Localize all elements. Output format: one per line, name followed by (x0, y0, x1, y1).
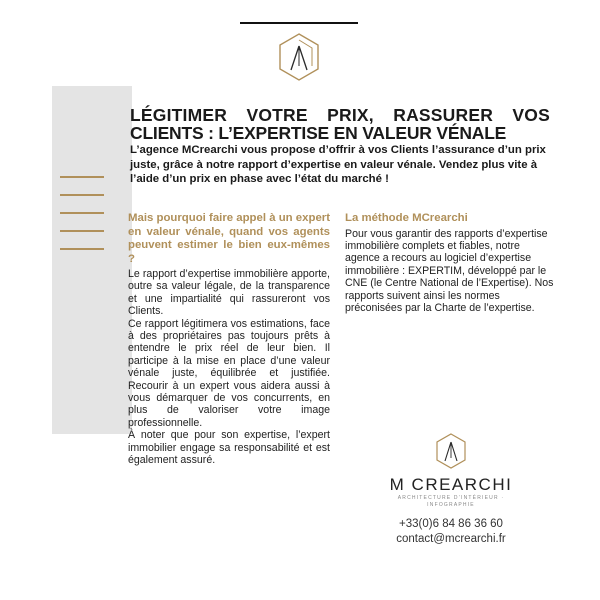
mcrearchi-logo-icon (276, 32, 322, 82)
right-paragraph: Pour vous garantir des rapports d’expertise immobilière complets et fiables, notre agence a recours au logiciel d’expertise immobilière : EXPERTIM, développé par le CNE (le Centre National de l’Expertise). Nos rapports suivent ainsi les normes préconisées par la Charte de l’expertise. (345, 227, 554, 314)
decorative-gold-lines (60, 176, 104, 266)
top-divider (240, 22, 358, 24)
left-subheading: Mais pourquoi faire appel à un expert en valeur vénale, quand vos agents peuvent estimer le bien eux-mêmes ? (128, 212, 330, 265)
brand-name: M CREARCHI (389, 475, 513, 494)
brand-tagline: ARCHITECTURE D’INTÉRIEUR · INFOGRAPHIE (397, 495, 505, 508)
phone-number[interactable]: +33(0)6 84 86 36 60 (399, 518, 503, 530)
left-paragraph-1: Le rapport d’expertise immobilière apporte, outre sa valeur légale, de la transparence et une impartialité qui rassureront vos Clients. (128, 268, 330, 318)
signature-block (376, 432, 526, 547)
intro-paragraph: L’agence MCrearchi vous propose d’offrir à vos Clients l’assurance d’un prix juste, grâce à notre rapport d’expertise en valeur vénale. Vendez plus vite à l’aide d’un prix en phase avec l’état du marché ! (130, 144, 546, 185)
title-line-1: LÉGITIMER VOTRE PRIX, RASSURER VOS (130, 105, 550, 125)
left-column (128, 212, 330, 467)
left-paragraph-2: Ce rapport légitimera vos estimations, face à des propriétaires pas toujours prêts à entendre le prix réel de leur bien. Il participe à la mise en place d’une valeur vénale juste, équilibrée et justifiée. Recourir à un expert vous aidera aussi à vous démarquer de vos concurrents, en plus de valoriser votre image professionnelle. (128, 317, 330, 429)
right-column (345, 212, 555, 314)
right-subheading: La méthode MCrearchi (345, 212, 468, 224)
page-title (130, 106, 550, 142)
title-line-2: CLIENTS : L’EXPERTISE EN VALEUR VÉNALE (130, 123, 507, 143)
mcrearchi-small-logo-icon (434, 432, 468, 470)
left-paragraph-3: À noter que pour son expertise, l’expert immobilier engage sa responsabilité et est également assuré. (128, 429, 330, 467)
email-address[interactable]: contact@mcrearchi.fr (396, 533, 506, 545)
